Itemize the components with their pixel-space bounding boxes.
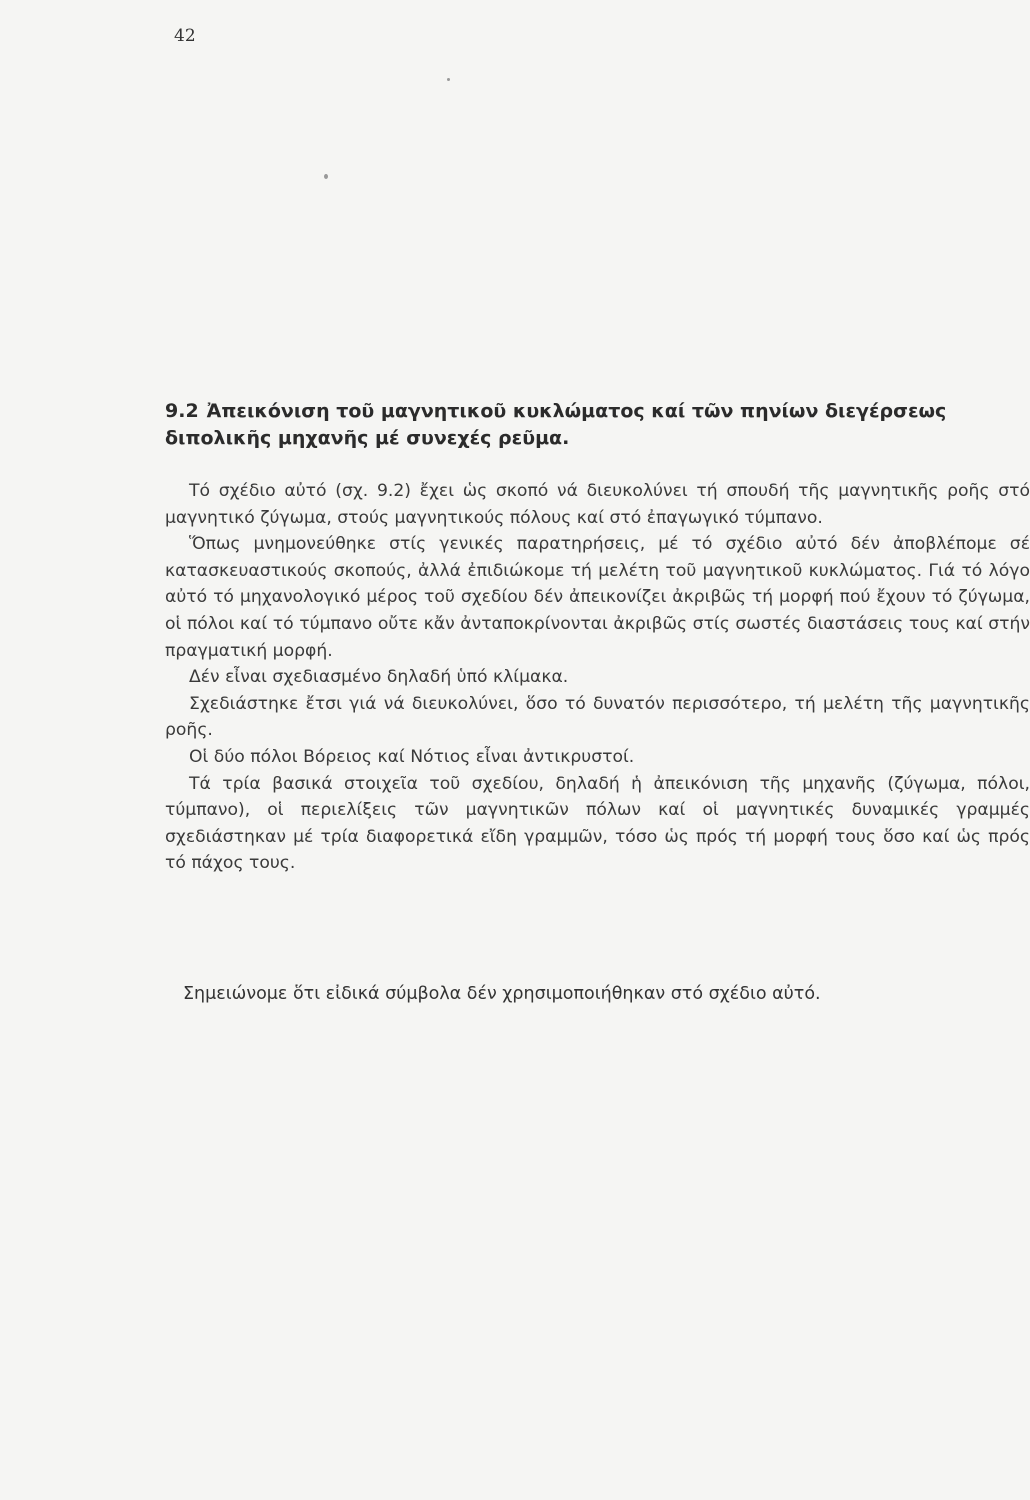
section-number: 9.2: [165, 400, 199, 422]
paragraph-scale: Δέν εἶναι σχεδιασμένο δηλαδή ὑπό κλίμακα.: [189, 667, 569, 688]
paragraph-purpose: Τό σχέδιο αὐτό (σχ. 9.2) ἔχει ὡς σκοπό νά διευκολύνει τή σπουδή τῆς μαγνητικῆς ροῆς στό μαγνητικό ζύγωμα, στούς μαγνητικούς πόλους καί στό ἐπαγωγικό τύμπανο.: [165, 481, 1030, 528]
paragraph-line-types: Τά τρία βασικά στοιχεῖα τοῦ σχεδίου, δηλαδή ἡ ἀπεικόνιση τῆς μηχανῆς (ζύγωμα, πόλοι, τύμπανο), οἱ περιελίξεις τῶν μαγνητικῶν πόλων καί οἱ μαγνητικές δυναμικές γραμμές σχεδιάστηκαν μέ τρία διαφορετικά εἴδη γραμμῶν, τόσο ὡς πρός τή μορφή τους ὅσο καί ὡς πρός τό πάχος τους.: [165, 773, 1030, 874]
scan-speck: [447, 78, 450, 81]
paragraph-general-remarks: Ὅπως μνημονεύθηκε στίς γενικές παρατηρήσεις, μέ τό σχέδιο αὐτό δέν ἀποβλέπομε σέ κατασκευαστικούς σκοπούς, ἀλλά ἐπιδιώκομε τή μελέτη τοῦ μαγνητικοῦ κυκλώματος. Γιά τό λόγο αὐτό τό μηχανολογικό μέρος τοῦ σχεδίου δέν ἀπεικονίζει ἀκριβῶς τή μορφή πού ἔχουν τό ζύγωμα, οἱ πόλοι καί τό τύμπανο οὔτε κἄν ἀνταποκρίνονται ἀκριβῶς στίς σωστές διαστάσεις τους καί στήν πραγματική μορφή.: [165, 534, 1030, 661]
note-special-symbols: Σημειώνομε ὅτι εἰδικά σύμβολα δέν χρησιμοποιήθηκαν στό σχέδιο αὐτό.: [183, 984, 821, 1004]
scan-speck: [324, 174, 328, 179]
page-number: 42: [174, 26, 196, 46]
paragraph-design-intent: Σχεδιάστηκε ἔτσι γιά νά διευκολύνει, ὅσο τό δυνατόν περισσότερο, τή μελέτη τῆς μαγνητικῆς ροῆς.: [165, 693, 1030, 741]
body-text: [165, 478, 1030, 877]
section-heading: [165, 398, 1030, 452]
paragraph-poles: Οἱ δύο πόλοι Βόρειος καί Νότιος εἶναι ἀντικρυστοί.: [189, 746, 635, 767]
section-title: Ἀπεικόνιση τοῦ μαγνητικοῦ κυκλώματος καί τῶν πηνίων διεγέρσεως διπολικῆς μηχανῆς μέ συνεχές ρεῦμα.: [165, 400, 947, 449]
